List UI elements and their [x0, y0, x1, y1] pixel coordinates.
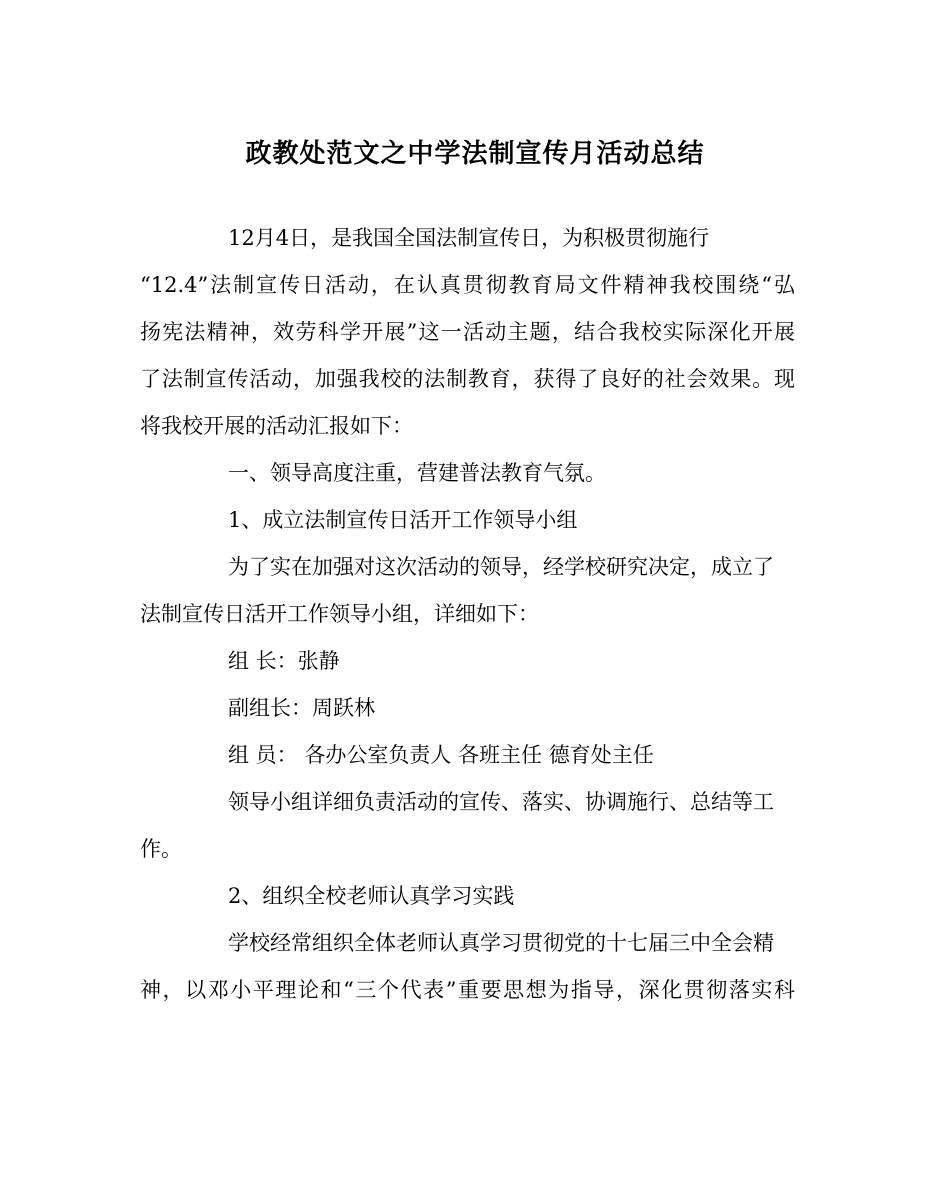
deputy-leader-line: 副组长：周跃林	[228, 696, 375, 720]
paragraph-line: 学校经常组织全体老师认真学习贯彻党的十七届三中全会精	[228, 931, 774, 955]
paragraph-line: 法制宣传日活开工作领导小组，详细如下：	[140, 602, 539, 626]
paragraph-line: 领导小组详细负责活动的宣传、落实、协调施行、总结等工	[228, 790, 774, 814]
document-body	[140, 215, 795, 1014]
paragraph-line: 神，以邓小平理论和“三个代表”重要思想为指导，深化贯彻落实科	[140, 978, 795, 1002]
paragraph-line: 作。	[140, 837, 182, 861]
paragraph-line: 了法制宣传活动，加强我校的法制教育，获得了良好的社会效果。现	[140, 367, 795, 391]
paragraph-line: 扬宪法精神，效劳科学开展”这一活动主题，结合我校实际深化开展	[140, 320, 795, 344]
subsection-heading: 2、组织全校老师认真学习实践	[228, 884, 515, 908]
paragraph-line: 为了实在加强对这次活动的领导，经学校研究决定，成立了	[228, 555, 774, 579]
document-title: 政教处范文之中学法制宣传月活动总结	[245, 139, 705, 169]
paragraph-line: 12月4日，是我国全国法制宣传日，为积极贯彻施行	[228, 226, 710, 250]
section-heading: 一、领导高度注重，营建普法教育气氛。	[228, 461, 606, 485]
paragraph-line: “12.4”法制宣传日活动，在认真贯彻教育局文件精神我校围绕“弘	[140, 273, 795, 297]
subsection-heading: 1、成立法制宣传日活开工作领导小组	[228, 508, 578, 532]
group-members-line: 组 员： 各办公室负责人 各班主任 德育处主任	[228, 743, 654, 767]
group-leader-line: 组 长：张静	[228, 649, 340, 673]
paragraph-line: 将我校开展的活动汇报如下：	[140, 414, 413, 438]
